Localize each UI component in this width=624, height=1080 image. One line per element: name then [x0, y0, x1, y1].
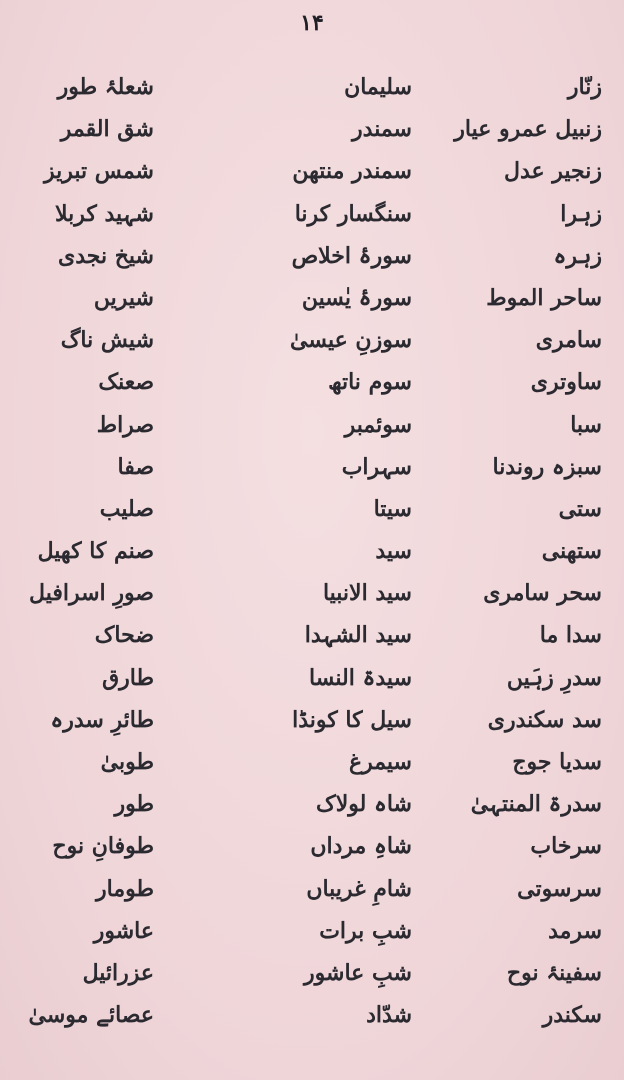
word-entry: سرخاب: [530, 833, 602, 860]
word-entry: شیخ نجدی: [57, 242, 154, 269]
word-entry: سمندر: [352, 116, 412, 143]
word-entry: ساوتری: [530, 369, 602, 396]
word-entry: سوئمبر: [344, 411, 412, 438]
word-entry: ستی: [558, 495, 602, 522]
word-entry: شق القمر: [60, 116, 154, 143]
page-number: ۱۴: [300, 10, 324, 36]
word-entry: طور: [114, 791, 154, 818]
word-entry: سورۂ اخلاص: [291, 242, 412, 269]
word-entry: ستھنی: [541, 538, 602, 565]
word-entry: صورِ اسرافیل: [29, 580, 154, 607]
word-entry: شمس تبریز: [43, 158, 154, 185]
word-entry: طائرِ سدرہ: [50, 706, 154, 733]
word-entry: سکندر: [542, 1002, 602, 1029]
word-entry: سحر سامری: [483, 580, 602, 607]
word-entry: صلیب: [99, 495, 154, 522]
word-entry: سبا: [570, 411, 602, 438]
word-entry: سوم ناتھ: [328, 369, 412, 396]
word-entry: زنّار: [567, 74, 602, 100]
word-entry: سیل کا کونڈا: [292, 706, 412, 733]
word-entry: شعلۂ طور: [57, 74, 154, 100]
word-entry: سہراب: [341, 453, 412, 480]
word-entry: شیش ناگ: [60, 327, 154, 354]
word-entry: عصائے موسیٰ: [28, 1002, 154, 1029]
word-entry: طارق: [102, 664, 154, 691]
word-entry: سیتا: [373, 495, 412, 522]
word-entry: سنگسار کرنا: [294, 200, 412, 227]
word-entry: سمندر منتھن: [292, 158, 412, 185]
word-entry: صعنک: [98, 369, 154, 396]
word-entry: سیدۃ النسا: [309, 664, 412, 691]
word-column-left: [14, 66, 154, 1036]
word-entry: سدا ما: [539, 622, 602, 649]
word-entry: سلیمان: [344, 74, 412, 100]
word-entry: سورۂ یٰسین: [301, 284, 412, 311]
word-entry: سفینۂ نوح: [506, 959, 602, 986]
word-entry: زنبیل عمرو عیار: [454, 116, 602, 143]
word-entry: طومار: [96, 875, 154, 902]
word-entry: ضحاک: [94, 622, 154, 649]
word-entry: طوفانِ نوح: [52, 833, 154, 860]
word-entry: سدرۃ المنتہیٰ: [470, 791, 602, 818]
word-entry: سرسوتی: [517, 875, 602, 902]
word-entry: شامِ غریباں: [306, 875, 412, 902]
word-entry: ساحر الموط: [486, 284, 602, 311]
word-entry: سرمد: [548, 917, 602, 944]
word-column-right: [432, 66, 602, 1036]
word-entry: سدیا جوج: [512, 749, 602, 775]
word-entry: زہرہ: [553, 242, 602, 269]
word-entry: شبِ برات: [319, 917, 412, 944]
word-entry: عزرائیل: [82, 959, 154, 986]
word-entry: شدّاد: [366, 1002, 412, 1029]
word-entry: شاہ لولاک: [316, 791, 412, 818]
word-entry: سدرِ زہَیں: [506, 664, 602, 691]
word-entry: شبِ عاشور: [304, 959, 412, 986]
word-entry: سامری: [535, 327, 602, 354]
word-column-middle: [232, 66, 412, 1036]
word-entry: صفا: [117, 453, 154, 480]
word-entry: سید الانبیا: [322, 580, 412, 607]
word-entry: طوبیٰ: [100, 749, 154, 775]
word-entry: عاشور: [93, 917, 154, 944]
word-entry: سید: [375, 538, 412, 565]
word-entry: زہرا: [560, 200, 602, 227]
word-entry: صراط: [96, 411, 154, 438]
word-entry: سبزہ روندنا: [492, 453, 602, 480]
word-entry: سیمرغ: [348, 749, 412, 775]
word-entry: شیریں: [93, 284, 154, 311]
word-entry: سید الشہدا: [304, 622, 412, 649]
word-entry: صنم کا کھیل: [37, 538, 154, 565]
word-entry: سوزنِ عیسیٰ: [290, 327, 412, 354]
word-entry: زنجیر عدل: [503, 158, 602, 185]
word-entry: شہید کربلا: [54, 200, 154, 227]
word-entry: سد سکندری: [487, 706, 602, 733]
word-entry: شاہِ مرداں: [310, 833, 412, 860]
